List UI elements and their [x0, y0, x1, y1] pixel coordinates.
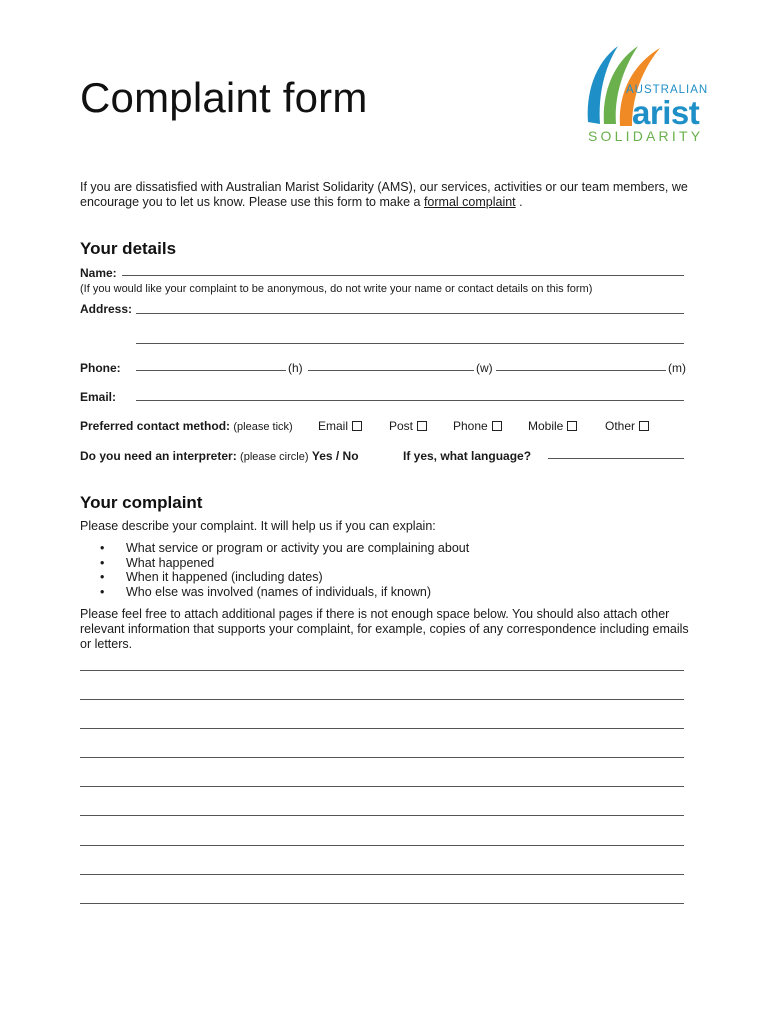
ams-logo — [584, 44, 720, 148]
complaint-line-1[interactable] — [80, 669, 684, 671]
address-row — [80, 302, 132, 316]
anonymous-note: (If you would like your complaint to be anonymous, do not write your name or contact details on this form) — [80, 283, 593, 295]
contact-method-row — [80, 419, 293, 433]
phone-mobile-field[interactable] — [496, 369, 666, 371]
contact-option-phone[interactable]: Phone — [453, 419, 502, 433]
attach-note: Please feel free to attach additional pages if there is not enough space below. You should also attach other relevant information that supports your complaint, for example, copies of any correspondence including emails or letters. — [80, 607, 689, 651]
list-item: • What service or program or activity you are complaining about — [100, 541, 469, 556]
email-field[interactable] — [136, 399, 684, 401]
phone-row — [80, 361, 121, 375]
complaint-line-6[interactable] — [80, 814, 684, 816]
contact-option-email[interactable]: Email — [318, 419, 362, 433]
contact-method-hint: (please tick) — [233, 421, 293, 433]
contact-method-label: Preferred contact method: — [80, 419, 231, 433]
checkbox-icon — [352, 421, 362, 431]
interpreter-choice[interactable]: Yes / No — [311, 449, 359, 463]
language-label: If yes, what language? — [403, 449, 532, 463]
list-item: • When it happened (including dates) — [100, 570, 469, 585]
complaint-line-9[interactable] — [80, 902, 684, 904]
complaint-line-7[interactable] — [80, 844, 684, 846]
contact-option-mobile[interactable]: Mobile — [528, 419, 577, 433]
logo-text-australian: AUSTRALIAN — [626, 84, 709, 96]
phone-work-field[interactable] — [308, 369, 474, 371]
email-row — [80, 390, 116, 404]
language-field[interactable] — [548, 457, 684, 459]
complaint-line-4[interactable] — [80, 756, 684, 758]
email-label: Email: — [80, 390, 117, 404]
formal-complaint-link[interactable]: formal complaint — [423, 195, 516, 209]
address-label: Address: — [80, 302, 133, 316]
logo-text-solidarity: SOLIDARITY — [588, 128, 704, 144]
describe-instruction: Please describe your complaint. It will help us if you can explain: — [80, 519, 436, 533]
interpreter-hint: (please circle) — [240, 451, 309, 463]
page-title: Complaint form — [80, 74, 368, 121]
checkbox-icon — [567, 421, 577, 431]
logo-text-marist: arist — [632, 94, 700, 131]
interpreter-row — [80, 449, 359, 463]
address-field-line-1[interactable] — [136, 312, 684, 314]
phone-mobile-label: (m) — [668, 361, 686, 375]
name-row — [80, 266, 117, 280]
complaint-line-3[interactable] — [80, 727, 684, 729]
contact-option-other[interactable]: Other — [605, 419, 649, 433]
contact-option-post[interactable]: Post — [389, 419, 427, 433]
phone-home-label: (h) — [288, 361, 303, 375]
phone-label: Phone: — [80, 361, 121, 375]
name-label: Name: — [80, 266, 117, 280]
interpreter-label: Do you need an interpreter: — [80, 449, 237, 463]
your-complaint-heading: Your complaint — [80, 493, 203, 512]
address-field-line-2[interactable] — [136, 342, 684, 344]
phone-home-field[interactable] — [136, 369, 286, 371]
list-item: • Who else was involved (names of individuals, if known) — [100, 585, 469, 600]
checkbox-icon — [417, 421, 427, 431]
your-details-heading: Your details — [80, 239, 177, 258]
phone-work-label: (w) — [476, 361, 493, 375]
complaint-line-2[interactable] — [80, 698, 684, 700]
intro-paragraph: If you are dissatisfied with Australian Marist Solidarity (AMS), our services, activities or our team members, we encourage you to let us know. Please use this form to make a formal complaint . — [80, 180, 688, 209]
name-field[interactable] — [122, 274, 684, 276]
checkbox-icon — [492, 421, 502, 431]
complaint-line-8[interactable] — [80, 873, 684, 875]
checkbox-icon — [639, 421, 649, 431]
list-item: • What happened — [100, 556, 469, 571]
complaint-checklist — [100, 541, 469, 599]
complaint-line-5[interactable] — [80, 785, 684, 787]
